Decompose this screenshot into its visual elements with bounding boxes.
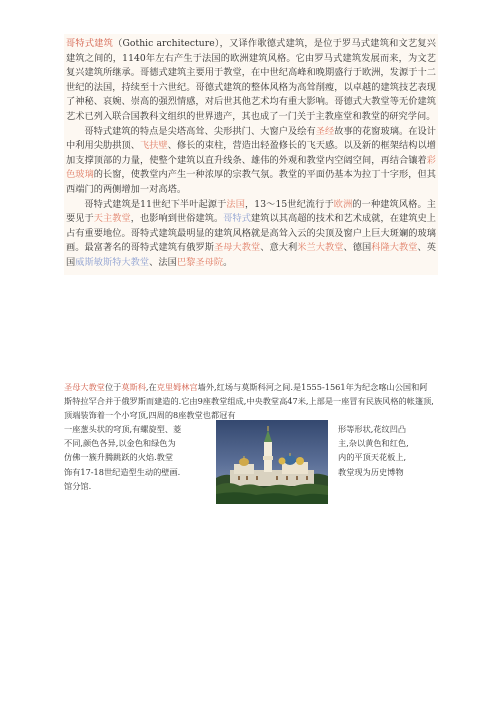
cathedral-section: [64, 380, 434, 423]
cathedral-photo: [216, 420, 328, 504]
link-gothic[interactable]: 哥特式: [223, 213, 251, 225]
gothic-intro-section: [64, 34, 438, 275]
paragraph-3: 哥特式建筑是11世纪下半叶起源于法国，13～15世纪流行于欧洲的一种建筑风格。主要见于天主教堂，也影响到世俗建筑。哥特式建筑以其高超的技术和艺术成就，在建筑史上占有重要地位。哥特式建筑最明显的建筑风格就是高耸入云的尖顶及窗户上巨大斑斓的玻璃画。最富著名的哥特式建筑有俄罗斯圣母大教堂、意大利米兰大教堂、德国科隆大教堂、英国威斯敏斯特大教堂、法国巴黎圣母院。: [66, 198, 436, 268]
wrap-text-right: [338, 422, 438, 479]
link-notre-dame[interactable]: 巴黎圣母院: [176, 256, 224, 268]
link-westminster[interactable]: 威斯敏斯特大教堂: [75, 256, 150, 268]
link-flying-buttress[interactable]: 飞扶壁: [140, 140, 168, 152]
link-cologne-cathedral[interactable]: 科隆大教堂: [371, 242, 418, 254]
wrap-text-left: [64, 422, 209, 493]
link-stained-glass[interactable]: 彩色玻璃: [66, 154, 436, 181]
paragraph-2: 哥特式建筑的特点是尖塔高耸、尖形拱门、大窗户及绘有圣经故事的花窗玻璃。在设计中利用尖肋拱顶、飞扶壁、修长的束柱，营造出轻盈修长的飞天感。以及新的框架结构以增加支撑顶部的力量，使整个建筑以直升线条、雄伟的外观和教堂内空阔空间，再结合镶着彩色玻璃的长窗，使教堂内产生一种浓厚的宗教气氛。教堂的平面仍基本为拉丁十字形，但其西端门的两侧增加一对高塔。: [66, 125, 436, 195]
wrap-right-line: 内的平顶天花板上,: [338, 452, 407, 463]
cathedral-title[interactable]: 圣母大教堂: [64, 382, 105, 392]
link-bible[interactable]: 圣经: [315, 125, 335, 137]
link-catholic-church[interactable]: 天主教堂: [93, 213, 131, 225]
link-europe[interactable]: 欧洲: [333, 198, 353, 210]
wrap-left-line: 不同,颜色各异,以金色和绿色为: [64, 438, 176, 449]
wrap-left-line: 饰有17-18世纪造型生动的壁画.: [64, 466, 181, 477]
wrap-left-line: 一座葱头状的穹顶,有螺旋型、菱: [64, 424, 182, 434]
wrap-right-line: 主,杂以黄色和红色,: [338, 438, 409, 449]
link-france[interactable]: 法国: [226, 198, 245, 210]
cathedral-paragraph: 圣母大教堂位于莫斯科,在克里姆林宫墙外,红场与莫斯科河之间.是1555-1561年为纪念喀山公国和阿斯特拉罕合并于俄罗斯而建造的.它由9座教堂组成,中央教堂高47米,上部是一座冒有民族风格的帐篷顶,顶端装饰着一个小穹顶,四周的8座教堂也都冠有: [64, 382, 434, 421]
link-milan-cathedral[interactable]: 米兰大教堂: [297, 242, 344, 254]
wrap-right-line: 教堂现为历史博物: [338, 466, 404, 477]
paragraph-1: 哥特式建筑（Gothic architecture），又译作歌德式建筑，是位于罗马式建筑和文艺复兴建筑之间的，1140年左右产生于法国的欧洲建筑风格。它由罗马式建筑发展而来，为文艺复兴建筑所继承。哥德式建筑主要用于教堂，在中世纪高峰和晚期盛行于欧洲，发源于十二世纪的法国，持续至十六世纪。哥德式建筑的整体风格为高耸削瘦，以卓越的建筑技艺表现了神秘、哀婉、崇高的强烈情感，对后世其他艺术均有重大影响。哥德式大教堂等无价建筑艺术已列入联合国教科文组织的世界遗产，其也成了一门关于主教座堂和教堂的研究学问。: [66, 38, 437, 122]
link-kremlin[interactable]: 克里姆林宫: [156, 382, 198, 392]
wrap-left-line: 仿佛一簇升腾跳跃的火焰.教堂: [64, 452, 174, 463]
wrap-right-line: 形等形状,花纹凹凸: [338, 424, 407, 434]
link-st-basil[interactable]: 圣母大教堂: [214, 242, 261, 254]
term-gothic[interactable]: 哥特式建筑: [66, 38, 114, 49]
wrap-left-line: 馆分馆.: [64, 480, 92, 491]
link-moscow[interactable]: 莫斯科: [121, 382, 146, 392]
